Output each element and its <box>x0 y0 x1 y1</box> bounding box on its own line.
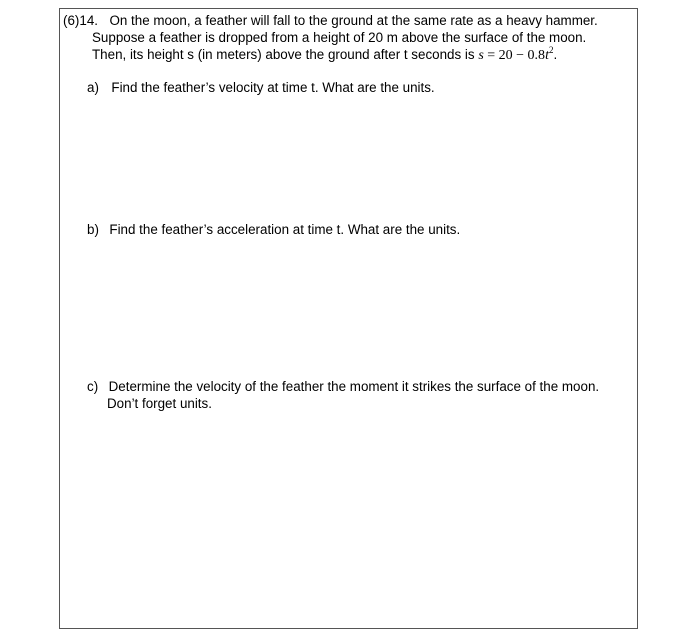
part-a <box>87 80 435 96</box>
part-a-label: a) <box>87 80 99 95</box>
part-c-line-2 <box>107 396 212 412</box>
problem-text-line-2: Suppose a feather is dropped from a height of 20 m above the surface of the moon. <box>92 30 587 45</box>
part-b <box>87 222 460 238</box>
part-c-text-line-2: Don’t forget units. <box>107 396 212 411</box>
part-b-label: b) <box>87 222 99 237</box>
problem-text-line-1: On the moon, a feather will fall to the ground at the same rate as a heavy hammer. <box>109 13 598 28</box>
problem-line-1 <box>63 13 598 29</box>
height-formula: $s = 20 - 0.8t^2$ <box>478 45 554 63</box>
part-c-label: c) <box>87 379 99 394</box>
part-c-text-line-1: Determine the velocity of the feather the moment it strikes the surface of the moon. <box>108 379 600 394</box>
problem-line-2 <box>92 30 586 46</box>
problem-text-line-3: Then, its height s (in meters) above the ground after t seconds is <box>92 47 475 62</box>
part-b-text: Find the feather’s acceleration at time t. What are the units. <box>109 222 461 237</box>
part-c <box>87 379 599 395</box>
problem-number: (6)14. <box>63 13 98 28</box>
problem-line-3: Then, its height s (in meters) above the ground after t seconds is $s = 20 - 0.8t^2$. <box>92 45 558 63</box>
part-a-text: Find the feather’s velocity at time t. What are the units. <box>111 80 435 95</box>
worksheet-frame <box>59 8 638 629</box>
